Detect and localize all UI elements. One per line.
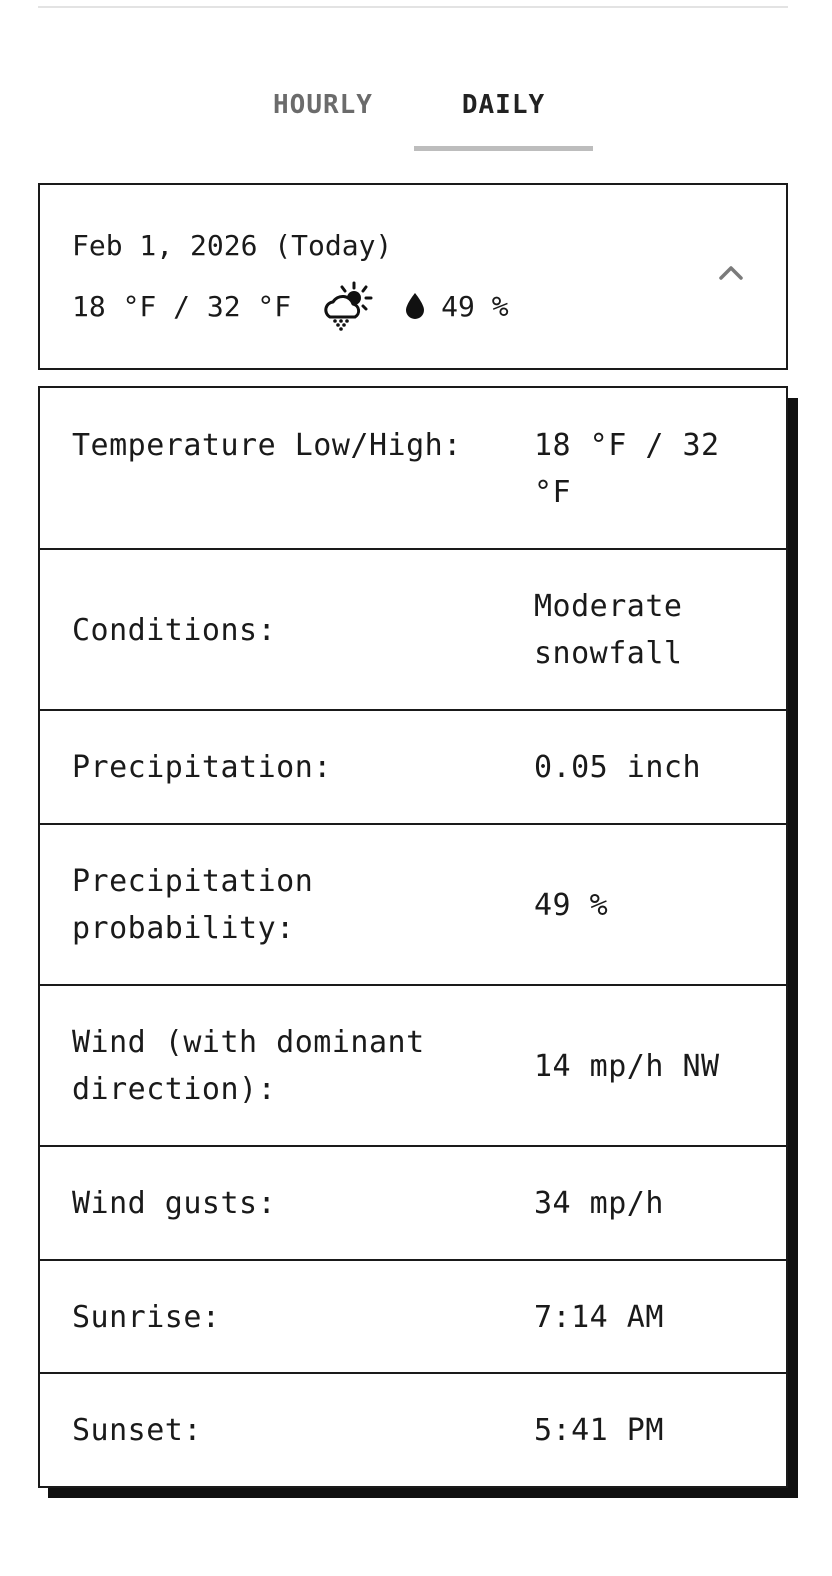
detail-label: Wind gusts:	[72, 1186, 277, 1221]
detail-row-sunrise	[40, 1261, 786, 1374]
detail-value: 7:14 AM	[534, 1300, 664, 1335]
detail-row-temperature	[40, 388, 786, 550]
active-tab-indicator	[414, 146, 593, 151]
detail-value: 34 mp/h	[534, 1186, 664, 1221]
cloud-sun-snow-icon	[321, 281, 377, 331]
water-drop-icon	[403, 291, 427, 321]
detail-row-sunset	[40, 1374, 786, 1486]
temp-range: 18 °F / 32 °F	[72, 289, 292, 323]
detail-label: Precipitation probability:	[72, 864, 314, 946]
detail-row-precipitation	[40, 711, 786, 825]
forecast-tabs	[0, 62, 832, 154]
detail-row-conditions	[40, 550, 786, 711]
day-details-table	[38, 386, 788, 1488]
detail-value: 49 %	[534, 888, 609, 923]
detail-row-wind-gusts	[40, 1147, 786, 1261]
detail-value: 5:41 PM	[534, 1413, 664, 1448]
tab-hourly[interactable]: HOURLY	[273, 90, 373, 120]
chevron-up-icon[interactable]	[716, 261, 746, 285]
detail-label: Precipitation:	[72, 750, 332, 785]
day-date: Feb 1, 2026 (Today)	[72, 229, 393, 262]
detail-label: Wind (with dominant direction):	[72, 1025, 425, 1107]
detail-value: 14 mp/h NW	[534, 1049, 720, 1084]
detail-label: Sunrise:	[72, 1300, 221, 1335]
detail-label: Temperature Low/High:	[72, 428, 462, 463]
precip-probability-summary: 49 %	[441, 289, 509, 323]
detail-row-wind	[40, 986, 786, 1147]
detail-value: 0.05 inch	[534, 750, 702, 785]
day-summary-line	[72, 281, 509, 331]
detail-label: Sunset:	[72, 1413, 202, 1448]
day-summary-toggle[interactable]	[38, 183, 788, 370]
detail-label: Conditions:	[72, 613, 277, 648]
detail-row-precip-probability	[40, 825, 786, 986]
top-divider	[38, 6, 788, 8]
tab-daily[interactable]: DAILY	[461, 90, 546, 120]
detail-value: 18 °F / 32 °F	[534, 428, 720, 510]
detail-value: Moderate snowfall	[534, 589, 683, 671]
